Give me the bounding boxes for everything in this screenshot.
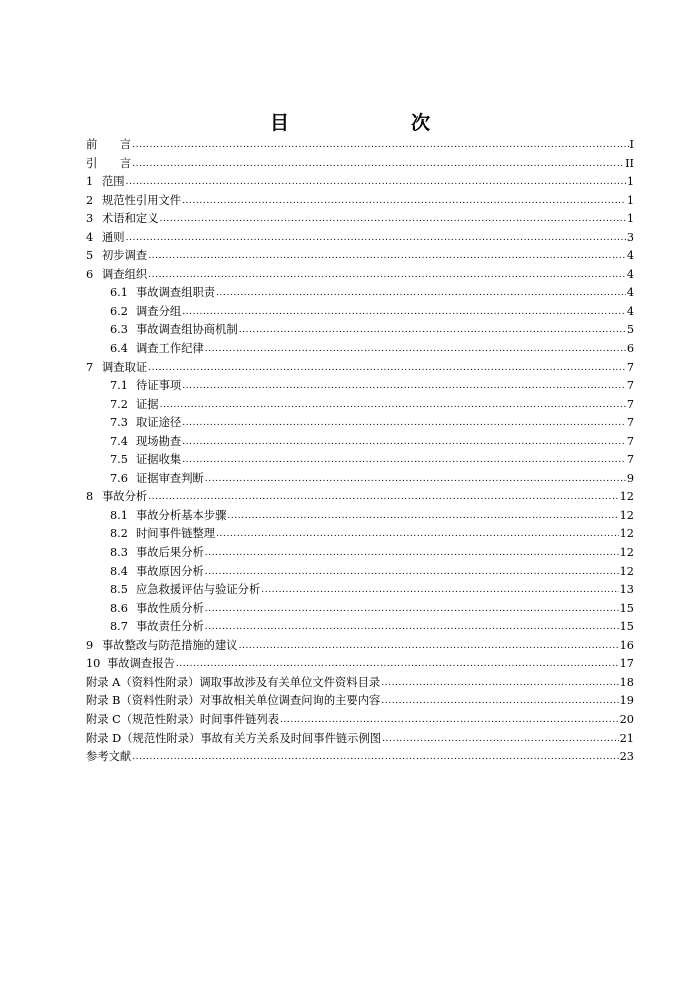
toc-dot-leader xyxy=(182,413,626,433)
toc-page-number: 9 xyxy=(626,471,634,485)
toc-entry-number: 6.3 xyxy=(110,323,128,337)
toc-entry-number: 8.7 xyxy=(110,620,128,634)
toc-entry-label: 调查取证 xyxy=(102,360,148,374)
toc-page-number: I xyxy=(629,138,634,151)
toc-page-number: 4 xyxy=(626,267,634,281)
toc-dot-leader xyxy=(132,747,618,767)
toc-entry[interactable] xyxy=(86,136,634,155)
toc-dot-leader xyxy=(381,691,618,711)
toc-page-number: 7 xyxy=(626,397,634,411)
toc-entry[interactable] xyxy=(86,711,634,730)
toc-page-number: 6 xyxy=(626,342,634,356)
toc-entry-number: 8.6 xyxy=(110,601,128,615)
toc-page-number: 7 xyxy=(626,379,634,393)
toc-subentry[interactable] xyxy=(86,340,634,359)
toc-entry-label: 引 言 xyxy=(86,156,132,170)
toc-entry[interactable] xyxy=(86,229,634,248)
toc-dot-leader xyxy=(148,358,626,378)
toc-dot-leader xyxy=(182,376,626,396)
toc-subentry[interactable] xyxy=(86,581,634,600)
toc-entry-number: 8.1 xyxy=(110,508,128,522)
toc-subentry[interactable] xyxy=(86,396,634,415)
toc-subentry[interactable] xyxy=(86,544,634,563)
toc-dot-leader xyxy=(132,135,628,155)
toc-page-number: 12 xyxy=(619,546,634,560)
toc-entry[interactable] xyxy=(86,488,634,507)
toc-dot-leader xyxy=(205,617,619,637)
toc-entry-label: 术语和定义 xyxy=(102,212,159,226)
toc-dot-leader xyxy=(160,209,626,229)
toc-entry-label: 范围 xyxy=(102,175,125,189)
toc-entry-number: 8.3 xyxy=(110,546,128,560)
toc-entry-label: 参考文献 xyxy=(86,750,132,764)
toc-page-number: 12 xyxy=(619,508,634,522)
toc-subentry[interactable] xyxy=(86,284,634,303)
toc-entry-number: 1 xyxy=(86,175,94,189)
toc-dot-leader xyxy=(205,562,619,582)
toc-entry-label: 证据收集 xyxy=(136,453,182,467)
toc-entry-number: 7.2 xyxy=(110,397,128,411)
toc-entry-label: 事故分析 xyxy=(102,490,148,504)
toc-entry[interactable] xyxy=(86,692,634,711)
toc-dot-leader xyxy=(182,302,626,322)
toc-dot-leader xyxy=(126,172,626,192)
toc-page-number: 15 xyxy=(619,620,634,634)
toc-entry-label: 事故调查报告 xyxy=(107,657,175,671)
toc-entry-number: 4 xyxy=(86,230,94,244)
toc-page-number: 4 xyxy=(626,249,634,263)
toc-page-number: 18 xyxy=(619,675,634,689)
toc-entry-number: 6 xyxy=(86,267,94,281)
toc-dot-leader xyxy=(216,524,619,544)
toc-page-number: 5 xyxy=(626,323,634,337)
toc-entry[interactable] xyxy=(86,247,634,266)
toc-page-number: 19 xyxy=(619,694,634,708)
toc-entry-label: 证据 xyxy=(136,397,159,411)
toc-dot-leader xyxy=(261,580,618,600)
toc-entry-label: 调查分组 xyxy=(136,304,182,318)
toc-entry-number: 7.6 xyxy=(110,471,128,485)
toc-page-number: 7 xyxy=(626,453,634,467)
toc-entry[interactable] xyxy=(86,730,634,749)
toc-entry-number: 8.5 xyxy=(110,583,128,597)
toc-dot-leader xyxy=(205,339,626,359)
toc-entry[interactable] xyxy=(86,173,634,192)
toc-entry-label: 事故性质分析 xyxy=(136,601,204,615)
toc-subentry[interactable] xyxy=(86,321,634,340)
toc-dot-leader xyxy=(148,246,626,266)
toc-dot-leader xyxy=(182,450,626,470)
toc-entry-label: 附录 A（资料性附录）调取事故涉及有关单位文件资料目录 xyxy=(86,675,381,689)
toc-dot-leader xyxy=(148,265,626,285)
toc-page-number: 4 xyxy=(626,304,634,318)
toc-page-number: II xyxy=(625,156,634,170)
toc-entry-label: 调查工作纪律 xyxy=(136,342,204,356)
toc-entry-number: 10 xyxy=(86,657,101,671)
toc-page-number: 12 xyxy=(619,564,634,578)
toc-entry-number: 6.1 xyxy=(110,286,128,300)
toc-dot-leader xyxy=(126,228,626,248)
toc-dot-leader xyxy=(148,487,618,507)
toc-entry[interactable] xyxy=(86,359,634,378)
toc-entry-number: 7.4 xyxy=(110,434,128,448)
toc-entry-number: 6.2 xyxy=(110,304,128,318)
toc-entry-label: 事故整改与防范措施的建议 xyxy=(102,638,238,652)
toc-subentry[interactable] xyxy=(86,563,634,582)
toc-entry-label: 通则 xyxy=(102,230,125,244)
toc-entry-number: 9 xyxy=(86,638,94,652)
toc-page-number: 15 xyxy=(619,601,634,615)
toc-entry-label: 时间事件链整理 xyxy=(136,527,216,541)
toc-subentry[interactable] xyxy=(86,600,634,619)
toc-entry-label: 待证事项 xyxy=(136,379,182,393)
toc-subentry[interactable] xyxy=(86,451,634,470)
toc-dot-leader xyxy=(205,469,626,489)
toc-subentry[interactable] xyxy=(86,618,634,637)
toc-entry-label: 现场勘查 xyxy=(136,434,182,448)
toc-dot-leader xyxy=(205,599,619,619)
toc-entry-number: 8.2 xyxy=(110,527,128,541)
toc-entry-label: 前 言 xyxy=(86,138,132,151)
toc-subentry[interactable] xyxy=(86,470,634,489)
table-of-contents xyxy=(86,136,634,767)
toc-page-number: 1 xyxy=(626,193,634,207)
toc-entry-number: 3 xyxy=(86,212,94,226)
toc-entry[interactable] xyxy=(86,192,634,211)
toc-dot-leader xyxy=(205,543,619,563)
toc-entry[interactable] xyxy=(86,655,634,674)
toc-entry-number: 8 xyxy=(86,490,94,504)
toc-subentry[interactable] xyxy=(86,525,634,544)
toc-dot-leader xyxy=(239,320,626,340)
toc-page-number: 23 xyxy=(619,750,634,764)
toc-entry-label: 初步调查 xyxy=(102,249,148,263)
toc-entry-label: 附录 B（资料性附录）对事故相关单位调查问询的主要内容 xyxy=(86,694,381,708)
toc-entry-label: 事故后果分析 xyxy=(136,546,204,560)
toc-dot-leader xyxy=(227,506,618,526)
toc-entry[interactable] xyxy=(86,266,634,285)
toc-entry-label: 应急救援评估与验证分析 xyxy=(136,583,261,597)
toc-page-number: 12 xyxy=(619,490,634,504)
toc-page-number: 20 xyxy=(619,712,634,726)
toc-entry-number: 7.3 xyxy=(110,416,128,430)
toc-subentry[interactable] xyxy=(86,507,634,526)
toc-subentry[interactable] xyxy=(86,414,634,433)
toc-page-number: 12 xyxy=(619,527,634,541)
toc-page-number: 21 xyxy=(619,731,634,745)
toc-entry-number: 7 xyxy=(86,360,94,374)
toc-page-number: 17 xyxy=(619,657,634,671)
toc-entry-label: 取证途径 xyxy=(136,416,182,430)
toc-entry-number: 7.1 xyxy=(110,379,128,393)
toc-dot-leader xyxy=(381,673,618,693)
toc-entry-label: 事故责任分析 xyxy=(136,620,204,634)
toc-dot-leader xyxy=(182,191,626,211)
toc-page-number: 4 xyxy=(626,286,634,300)
toc-page-number: 7 xyxy=(626,360,634,374)
toc-subentry[interactable] xyxy=(86,433,634,452)
toc-entry[interactable] xyxy=(86,155,634,174)
toc-title: 目 次 xyxy=(269,112,458,134)
toc-entry-label: 规范性引用文件 xyxy=(102,193,182,207)
toc-dot-leader xyxy=(176,654,619,674)
toc-dot-leader xyxy=(132,154,624,174)
toc-entry-label: 附录 D（规范性附录）事故有关方关系及时间事件链示例图 xyxy=(86,731,382,745)
toc-page-number: 1 xyxy=(626,175,634,189)
toc-entry[interactable] xyxy=(86,210,634,229)
toc-subentry[interactable] xyxy=(86,377,634,396)
toc-page-number: 1 xyxy=(626,212,634,226)
toc-dot-leader xyxy=(182,432,626,452)
toc-dot-leader xyxy=(160,395,626,415)
toc-dot-leader xyxy=(216,283,626,303)
toc-entry-label: 调查组织 xyxy=(102,267,148,281)
toc-entry-number: 5 xyxy=(86,249,94,263)
toc-entry[interactable] xyxy=(86,637,634,656)
toc-entry-label: 事故调查组职责 xyxy=(136,286,216,300)
toc-page-number: 3 xyxy=(626,230,634,244)
toc-entry-number: 2 xyxy=(86,193,94,207)
toc-entry-number: 6.4 xyxy=(110,342,128,356)
toc-entry-label: 事故调查组协商机制 xyxy=(136,323,238,337)
toc-page-number: 13 xyxy=(619,583,634,597)
toc-entry-number: 7.5 xyxy=(110,453,128,467)
toc-entry-label: 证据审查判断 xyxy=(136,471,204,485)
toc-page-number: 16 xyxy=(619,638,634,652)
toc-entry-number: 8.4 xyxy=(110,564,128,578)
toc-entry[interactable] xyxy=(86,748,634,767)
toc-page-number: 7 xyxy=(626,416,634,430)
toc-entry-label: 附录 C（规范性附录）时间事件链列表 xyxy=(86,712,279,726)
toc-dot-leader xyxy=(239,636,619,656)
toc-dot-leader xyxy=(280,710,619,730)
toc-entry[interactable] xyxy=(86,674,634,693)
toc-dot-leader xyxy=(382,729,619,749)
toc-subentry[interactable] xyxy=(86,303,634,322)
toc-page-number: 7 xyxy=(626,434,634,448)
toc-entry-label: 事故原因分析 xyxy=(136,564,204,578)
toc-entry-label: 事故分析基本步骤 xyxy=(136,508,227,522)
